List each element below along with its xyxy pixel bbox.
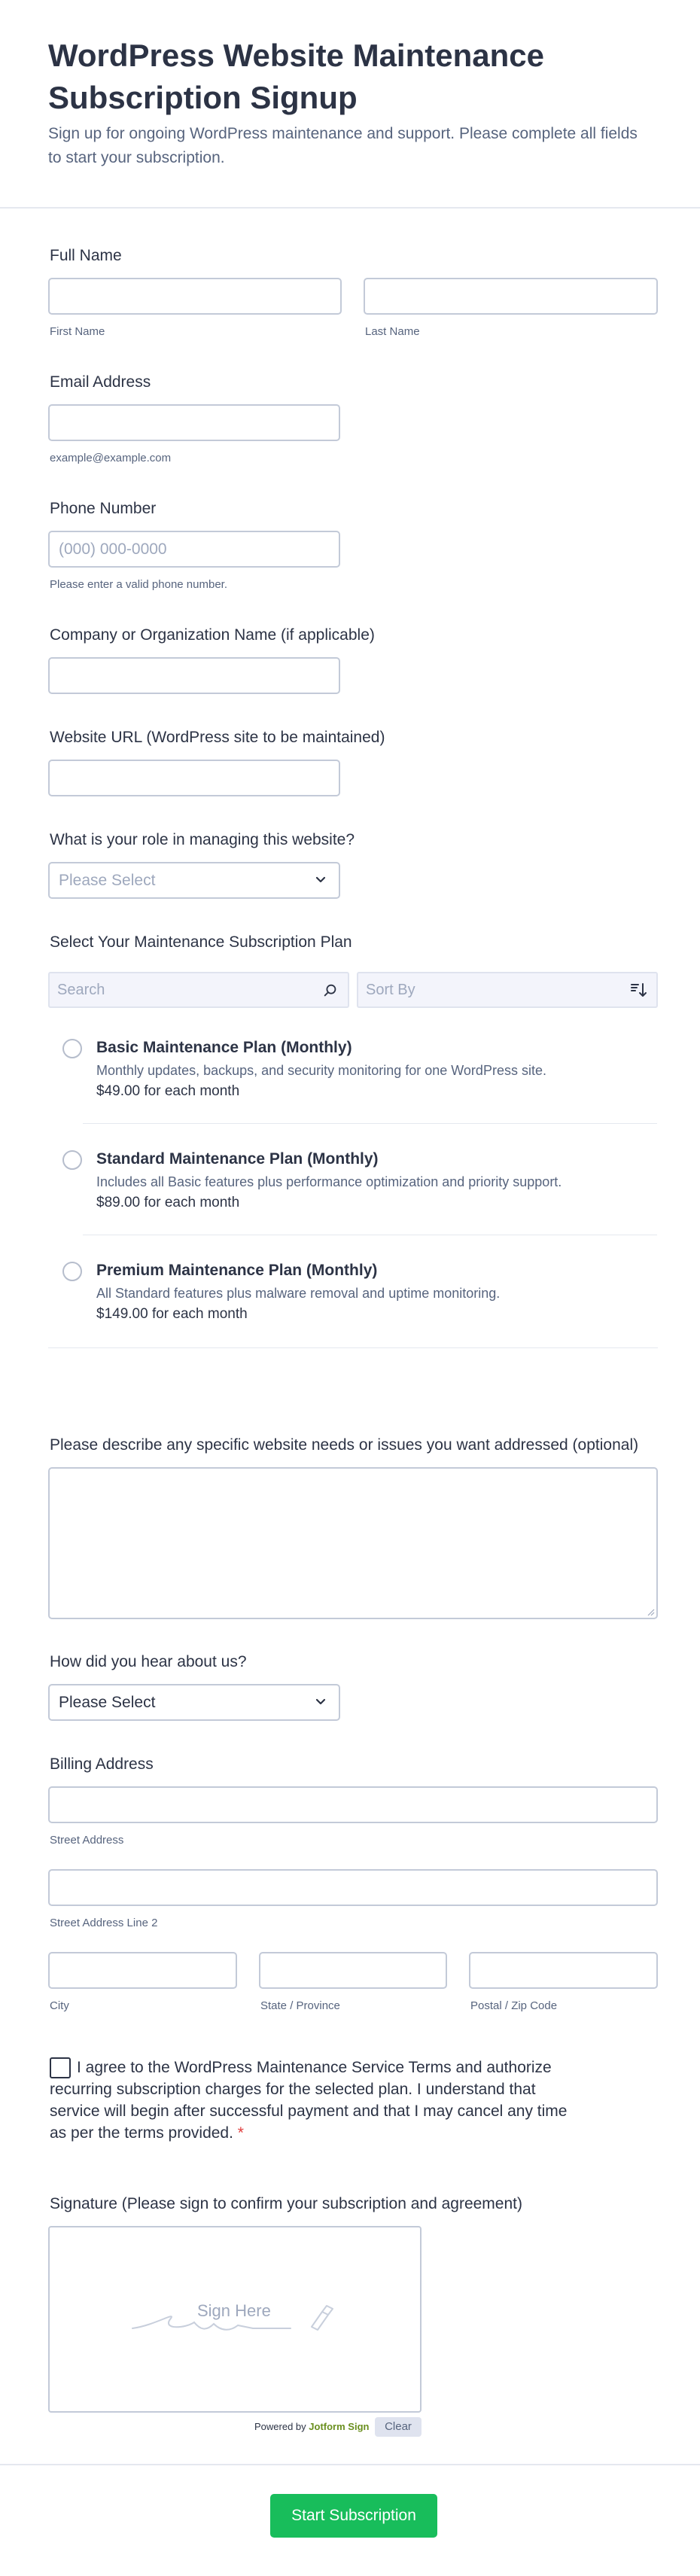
plans-bottom-divider (48, 1347, 658, 1348)
phone-label: Phone Number (50, 500, 157, 517)
plan-sort-select[interactable] (357, 972, 658, 1008)
role-select-value: Please Select (59, 872, 156, 889)
consent-text-body: I agree to the WordPress Maintenance Service Terms and authorize recurring subscription charges for the selected plan. I understand that service will begin after successful payment and that I may cancel any time as per the terms provided. (50, 2059, 568, 2142)
website-label: Website URL (WordPress site to be maintained) (50, 729, 385, 746)
header-divider (0, 207, 700, 209)
city-sublabel: City (50, 1999, 69, 2012)
zip-sublabel: Postal / Zip Code (470, 1999, 558, 2012)
search-icon (322, 982, 339, 999)
signature-scribble-icon (125, 2295, 351, 2340)
start-subscription-button[interactable]: Start Subscription (270, 2494, 437, 2538)
referral-select-value: Please Select (59, 1694, 156, 1711)
signature-label: Signature (Please sign to confirm your subscription and agreement) (50, 2195, 522, 2212)
plan-title: Basic Maintenance Plan (Monthly) (96, 1039, 352, 1056)
plan-price: $49.00 for each month (96, 1083, 240, 1099)
last-name-input[interactable] (364, 278, 658, 315)
plan-radio-premium[interactable] (62, 1262, 82, 1281)
signature-clear-button[interactable]: Clear (375, 2417, 422, 2437)
plan-title: Premium Maintenance Plan (Monthly) (96, 1262, 378, 1279)
company-input[interactable] (48, 657, 340, 694)
plan-description: All Standard features plus malware removal and uptime monitoring. (96, 1286, 501, 1301)
plan-radio-basic[interactable] (62, 1039, 82, 1058)
signature-pad[interactable] (48, 2226, 422, 2413)
state-input[interactable] (259, 1952, 447, 1989)
powered-by (254, 2421, 369, 2433)
street-address-input[interactable] (48, 1786, 658, 1823)
city-input[interactable] (48, 1952, 237, 1989)
email-label: Email Address (50, 373, 151, 391)
needs-label: Please describe any specific website needs or issues you want addressed (optional) (50, 1436, 639, 1454)
role-label: What is your role in managing this website? (50, 831, 355, 848)
sort-icon (629, 981, 649, 1000)
plans-label: Select Your Maintenance Subscription Plan (50, 933, 352, 951)
referral-label: How did you hear about us? (50, 1653, 247, 1670)
powered-by-prefix: Powered by (254, 2421, 306, 2432)
role-select[interactable] (48, 862, 340, 899)
email-input[interactable] (48, 404, 340, 441)
required-mark: * (237, 2124, 244, 2142)
street-address-line2-input[interactable] (48, 1869, 658, 1906)
resize-handle-icon[interactable] (646, 1607, 655, 1616)
form-subtitle: Sign up for ongoing WordPress maintenance and support. Please complete all fields to start your subscription. (48, 125, 638, 166)
consent-text (50, 2057, 584, 2144)
needs-textarea[interactable] (48, 1467, 658, 1619)
referral-select[interactable] (48, 1684, 340, 1721)
plan-price: $89.00 for each month (96, 1195, 240, 1210)
plan-search-placeholder: Search (57, 982, 105, 998)
phone-sublabel: Please enter a valid phone number. (50, 578, 227, 591)
first-name-input[interactable] (48, 278, 342, 315)
signature-placeholder: Sign Here (197, 2301, 271, 2320)
plan-price: $149.00 for each month (96, 1306, 248, 1322)
state-sublabel: State / Province (260, 1999, 340, 2012)
zip-input[interactable] (469, 1952, 658, 1989)
last-name-sublabel: Last Name (365, 325, 420, 338)
plan-divider (83, 1123, 657, 1124)
footer-divider (0, 2464, 700, 2465)
plan-radio-standard[interactable] (62, 1150, 82, 1170)
plan-description: Monthly updates, backups, and security monitoring for one WordPress site. (96, 1063, 546, 1078)
full-name-label: Full Name (50, 247, 122, 264)
website-input[interactable] (48, 760, 340, 796)
plan-sort-label: Sort By (366, 982, 415, 998)
email-sublabel: example@example.com (50, 452, 172, 464)
chevron-down-icon (312, 871, 330, 889)
chevron-down-icon (312, 1693, 330, 1711)
jotform-sign-brand: Jotform Sign (309, 2421, 370, 2432)
plan-description: Includes all Basic features plus performance optimization and priority support. (96, 1174, 562, 1189)
phone-input[interactable] (48, 531, 340, 568)
plan-title: Standard Maintenance Plan (Monthly) (96, 1150, 379, 1168)
street-address-sublabel: Street Address (50, 1834, 124, 1847)
street-address-line2-sublabel: Street Address Line 2 (50, 1917, 158, 1929)
company-label: Company or Organization Name (if applicable) (50, 626, 375, 644)
first-name-sublabel: First Name (50, 325, 105, 338)
plan-search-input[interactable] (48, 972, 349, 1008)
form-title: WordPress Website Maintenance Subscription Signup (48, 38, 544, 115)
billing-label: Billing Address (50, 1755, 154, 1773)
